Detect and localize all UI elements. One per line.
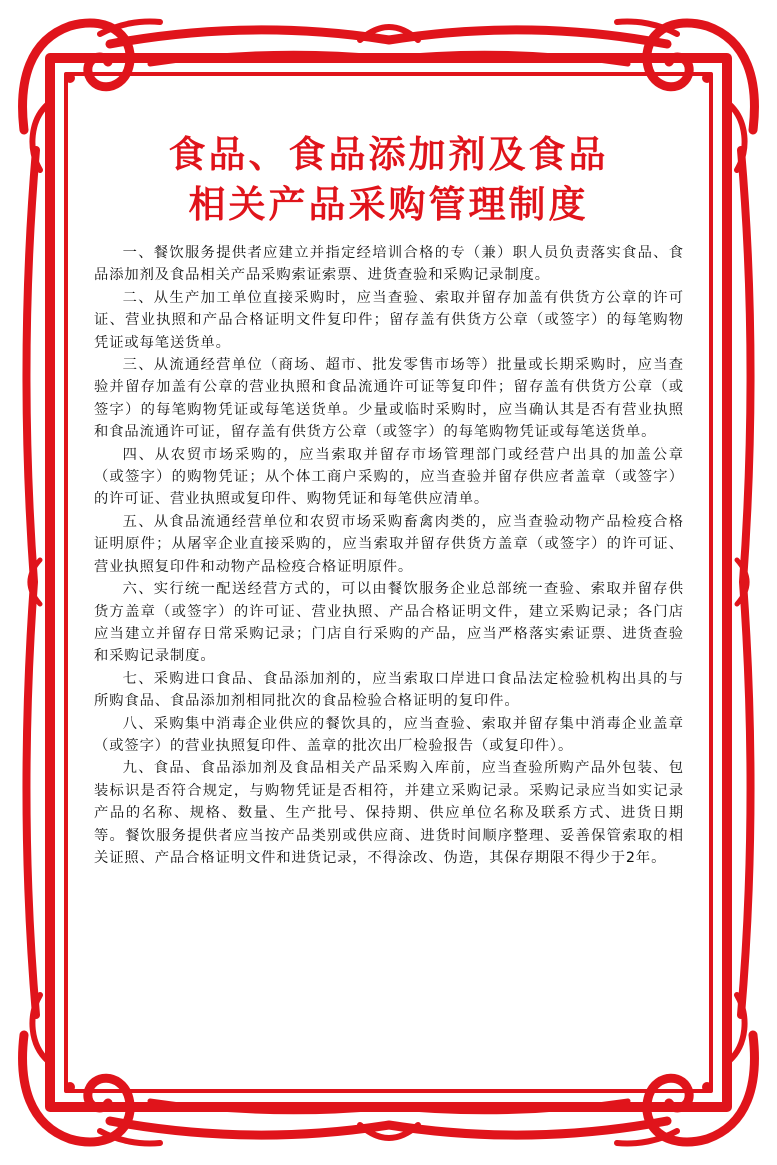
corner-dot xyxy=(702,73,712,83)
bottom-right-corner-scroll xyxy=(617,995,754,1144)
bottom-ornament xyxy=(110,1101,667,1138)
right-ornament xyxy=(737,150,751,1015)
clause-6: 六、实行统一配送经营方式的，可以由餐饮服务企业总部统一查验、索取并留存供货方盖章（或签字）的许可证、营业执照、产品合格证明文件，建立采购记录；各门店应当建立并留存日常采购记录；门店自行采购的产品，应当严格落实索证票、进货查验和采购记录制度。 xyxy=(94,581,684,665)
clause-1: 一、餐饮服务提供者应建立并指定经培训合格的专（兼）职人员负责落实食品、食品添加剂及食品相关产品采购索证索票、进货查验和采购记录制度。 xyxy=(94,245,684,284)
left-ornament xyxy=(26,150,40,1015)
title-line-1: 食品、食品添加剂及食品 xyxy=(168,133,609,176)
clause-8: 八、采购集中消毒企业供应的餐饮具的，应当查验、索取并留存集中消毒企业盖章（或签字）的营业执照复印件、盖章的批次出厂检验报告（或复印件）。 xyxy=(94,715,684,754)
corner-dot xyxy=(65,73,75,83)
bottom-left-corner-scroll xyxy=(23,995,160,1144)
clause-3: 三、从流通经营单位（商场、超市、批发零售市场等）批量或长期采购时，应当查验并留存加盖有公章的营业执照和食品流通许可证等复印件；留存盖有供货方公章（或签字）的每笔购物凭证或每笔送货单。少量或临时采购时，应当确认其是否有营业执照和食品流通许可证，留存盖有供货方公章（或签字）的每笔购物凭证或每笔送货单。 xyxy=(94,357,684,441)
clause-4: 四、从农贸市场采购的，应当索取并留存市场管理部门或经营户出具的加盖公章（或签字）的购物凭证；从个体工商户采购的，应当查验并留存供应者盖章（或签字）的许可证、营业执照或复印件、购物凭证和每笔供应清单。 xyxy=(94,446,684,508)
regulation-text xyxy=(94,242,684,869)
clause-7: 七、采购进口食品、食品添加剂的，应当索取口岸进口食品法定检验机构出具的与所购食品、食品添加剂相同批次的食品检验合格证明的复印件。 xyxy=(94,670,684,710)
clause-9: 九、食品、食品添加剂及食品相关产品采购入库前，应当查验所购产品外包装、包装标识是否符合规定，与购物凭证是否相符，并建立采购记录。采购记录应当如实记录产品的名称、规格、数量、生产批号、保持期、供应单位名称及联系方式、进货日期等。餐饮服务提供者应当按产品类别或供应商、进货时间顺序整理、妥善保管索取的相关证照、产品合格证明文件和进货记录，不得涂改、伪造，其保存期限不得少于2年。 xyxy=(94,760,684,866)
top-ornament xyxy=(110,27,667,64)
corner-dot xyxy=(702,1082,712,1092)
clause-2: 二、从生产加工单位直接采购时，应当查验、索取并留存加盖有供货方公章的许可证、营业执照和产品合格证明文件复印件；留存盖有供货方公章（或签字）的每笔购物凭证或每笔送货单。 xyxy=(94,289,684,351)
corner-dot xyxy=(65,1082,75,1092)
title-line-2: 相关产品采购管理制度 xyxy=(188,183,589,226)
clause-5: 五、从食品流通经营单位和农贸市场采购畜禽肉类的，应当查验动物产品检疫合格证明原件；从屠宰企业直接采购的，应当索取并留存供货方盖章（或签字）的许可证、营业执照复印件和动物产品检疫合格证明原件。 xyxy=(94,513,684,575)
